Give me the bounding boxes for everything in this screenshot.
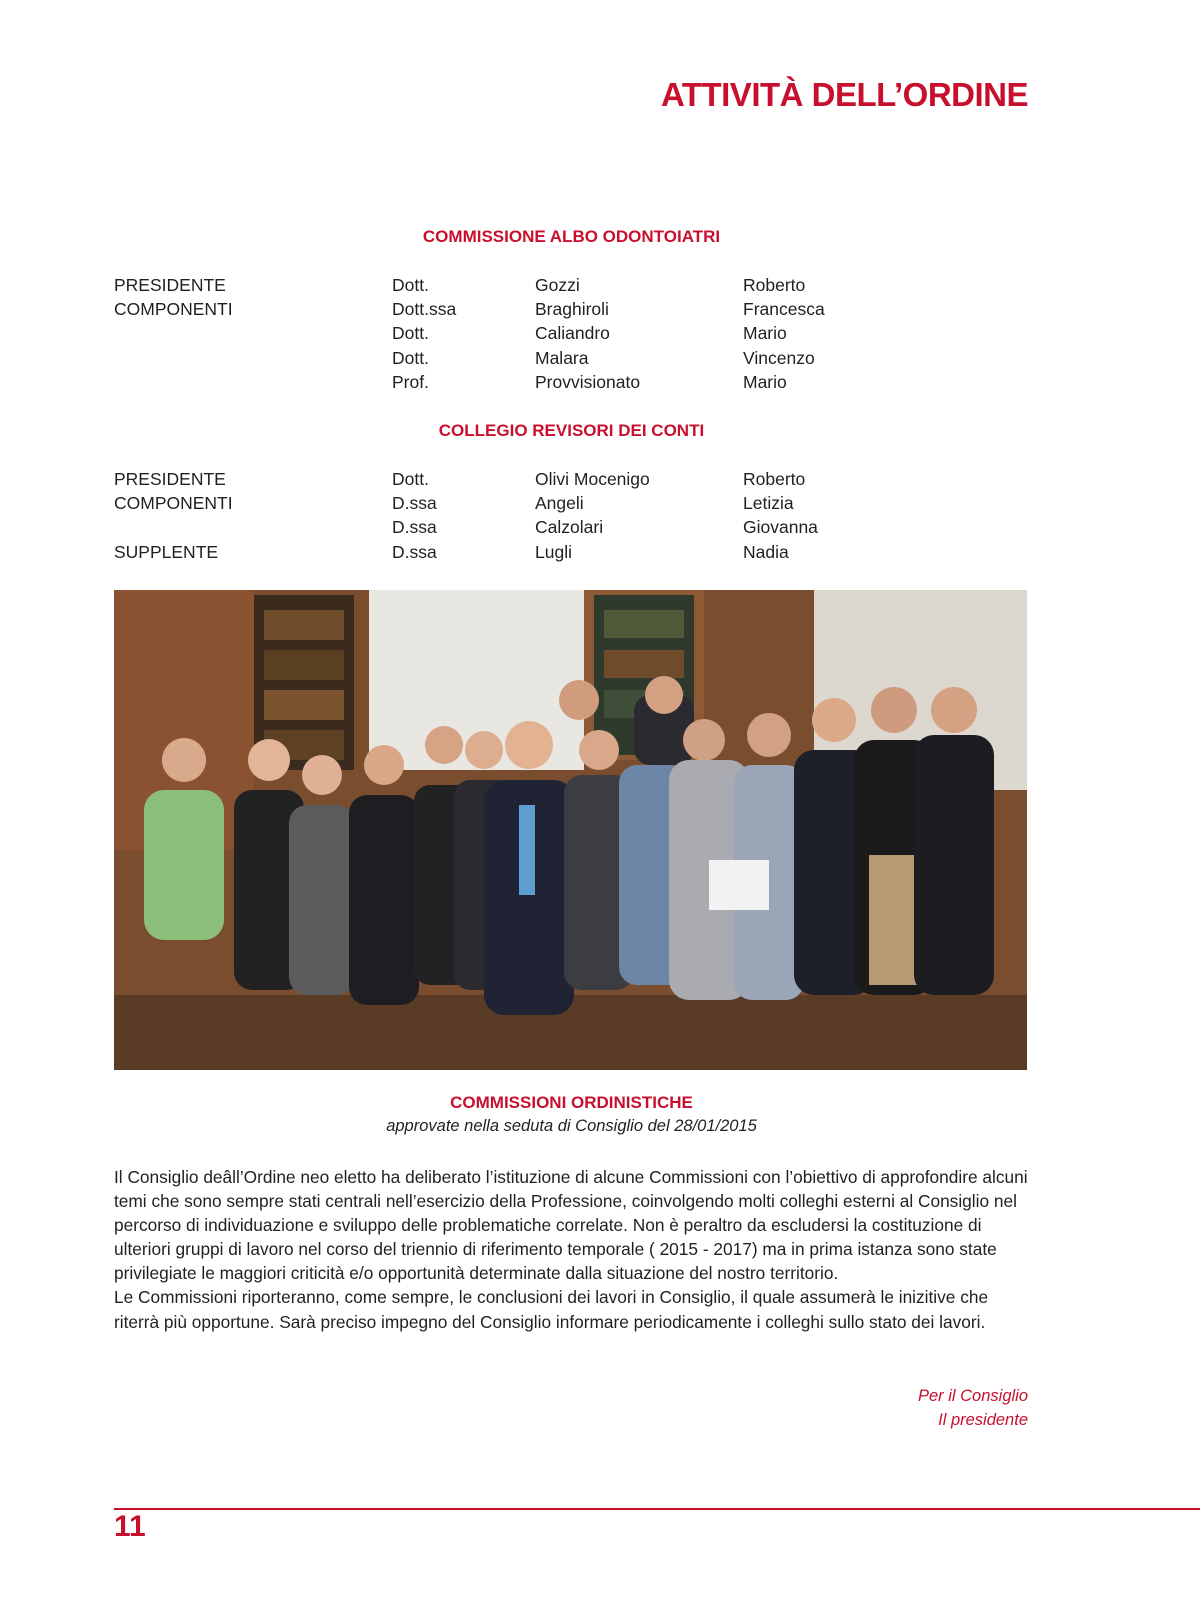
role-label: PRESIDENTE xyxy=(114,469,226,489)
title-label: Dott.ssa xyxy=(392,299,457,320)
roster-row xyxy=(114,346,914,370)
name-label: Mario xyxy=(743,371,787,392)
role-label: COMPONENTI xyxy=(114,493,233,514)
title-label: Dott. xyxy=(392,347,429,368)
role-label: COMPONENTI xyxy=(114,299,233,320)
title-label: Prof. xyxy=(392,371,429,392)
name-label: Letizia xyxy=(743,493,794,514)
footer-divider xyxy=(114,1508,1200,1510)
name-label: Nadia xyxy=(743,541,789,562)
name-label: Francesca xyxy=(743,299,825,320)
title-label: D.ssa xyxy=(392,541,437,562)
section-subtitle-commissioni: approvate nella seduta di Consiglio del 28/01/2015 xyxy=(386,1117,757,1135)
title-label: D.ssa xyxy=(392,493,437,514)
role-label: SUPPLENTE xyxy=(114,541,219,562)
name-label: Roberto xyxy=(743,275,806,295)
roster-row xyxy=(114,297,914,321)
body-text xyxy=(114,1165,1029,1334)
page-number: 11 xyxy=(114,1510,146,1543)
surname-label: Malara xyxy=(535,347,589,368)
signature xyxy=(918,1384,1028,1432)
roster-row xyxy=(114,321,914,345)
surname-label: Provvisionato xyxy=(535,371,641,392)
section-title-revisori: COLLEGIO REVISORI DEI CONTI xyxy=(438,421,705,440)
body-paragraph-1: Il Consiglio deâll’Ordine neo eletto ha deliberato l’istituzione di alcune Commissioni con l’obiettivo di approfondire alcuni temi che sono sempre stati centrali nell’esercizio della Professione, coinvolgendo molti colleghi esterni al Consiglio nel percorso di individuazione e sviluppo delle problematiche correlate. Non è peraltro da escludersi la costituzione di ulteriori gruppi di lavoro nel corso del triennio di riferimento temporale ( 2015 - 2017) ma in prima istanza sono state privilegiate le maggiori criticità e/o opportunità determinate dalla situazione del nostro territorio. xyxy=(114,1167,1028,1284)
roster-row xyxy=(114,515,914,539)
roster-row xyxy=(114,467,914,491)
surname-label: Angeli xyxy=(535,493,584,514)
roster-row xyxy=(114,491,914,515)
roster-revisori xyxy=(114,467,914,564)
page-header-title: ATTIVITÀ DELL’ORDINE xyxy=(660,76,1028,113)
roster-row xyxy=(114,273,914,297)
title-label: Dott. xyxy=(392,323,429,344)
roster-albo xyxy=(114,273,914,394)
body-paragraph-2: Le Commissioni riporteranno, come sempre, le conclusioni dei lavori in Consiglio, il quale assumerà le inizitive che riterrà più opportune. Sarà preciso impegno del Consiglio informare periodicamente i colleghi sullo stato dei lavori. xyxy=(114,1287,989,1332)
group-photo xyxy=(114,590,1027,1070)
surname-label: Lugli xyxy=(535,541,572,562)
signature-line-2: Il presidente xyxy=(938,1411,1028,1429)
title-label: D.ssa xyxy=(392,517,437,538)
surname-label: Calzolari xyxy=(535,517,604,538)
name-label: Roberto xyxy=(743,469,806,489)
roster-row xyxy=(114,540,914,564)
name-label: Vincenzo xyxy=(743,347,815,368)
signature-line-1: Per il Consiglio xyxy=(917,1387,1028,1405)
surname-label: Olivi Mocenigo xyxy=(535,469,650,489)
title-label: Dott. xyxy=(392,275,429,295)
section-title-commissioni: COMMISSIONI ORDINISTICHE xyxy=(450,1093,693,1112)
surname-label: Caliandro xyxy=(535,323,610,344)
name-label: Giovanna xyxy=(743,517,818,538)
name-label: Mario xyxy=(743,323,787,344)
role-label: PRESIDENTE xyxy=(114,275,226,295)
surname-label: Braghiroli xyxy=(535,299,609,320)
group-photo-illustration xyxy=(114,590,1027,1070)
section-title-albo: COMMISSIONE ALBO ODONTOIATRI xyxy=(422,227,721,246)
surname-label: Gozzi xyxy=(535,275,580,295)
roster-row xyxy=(114,370,914,394)
title-label: Dott. xyxy=(392,469,429,489)
